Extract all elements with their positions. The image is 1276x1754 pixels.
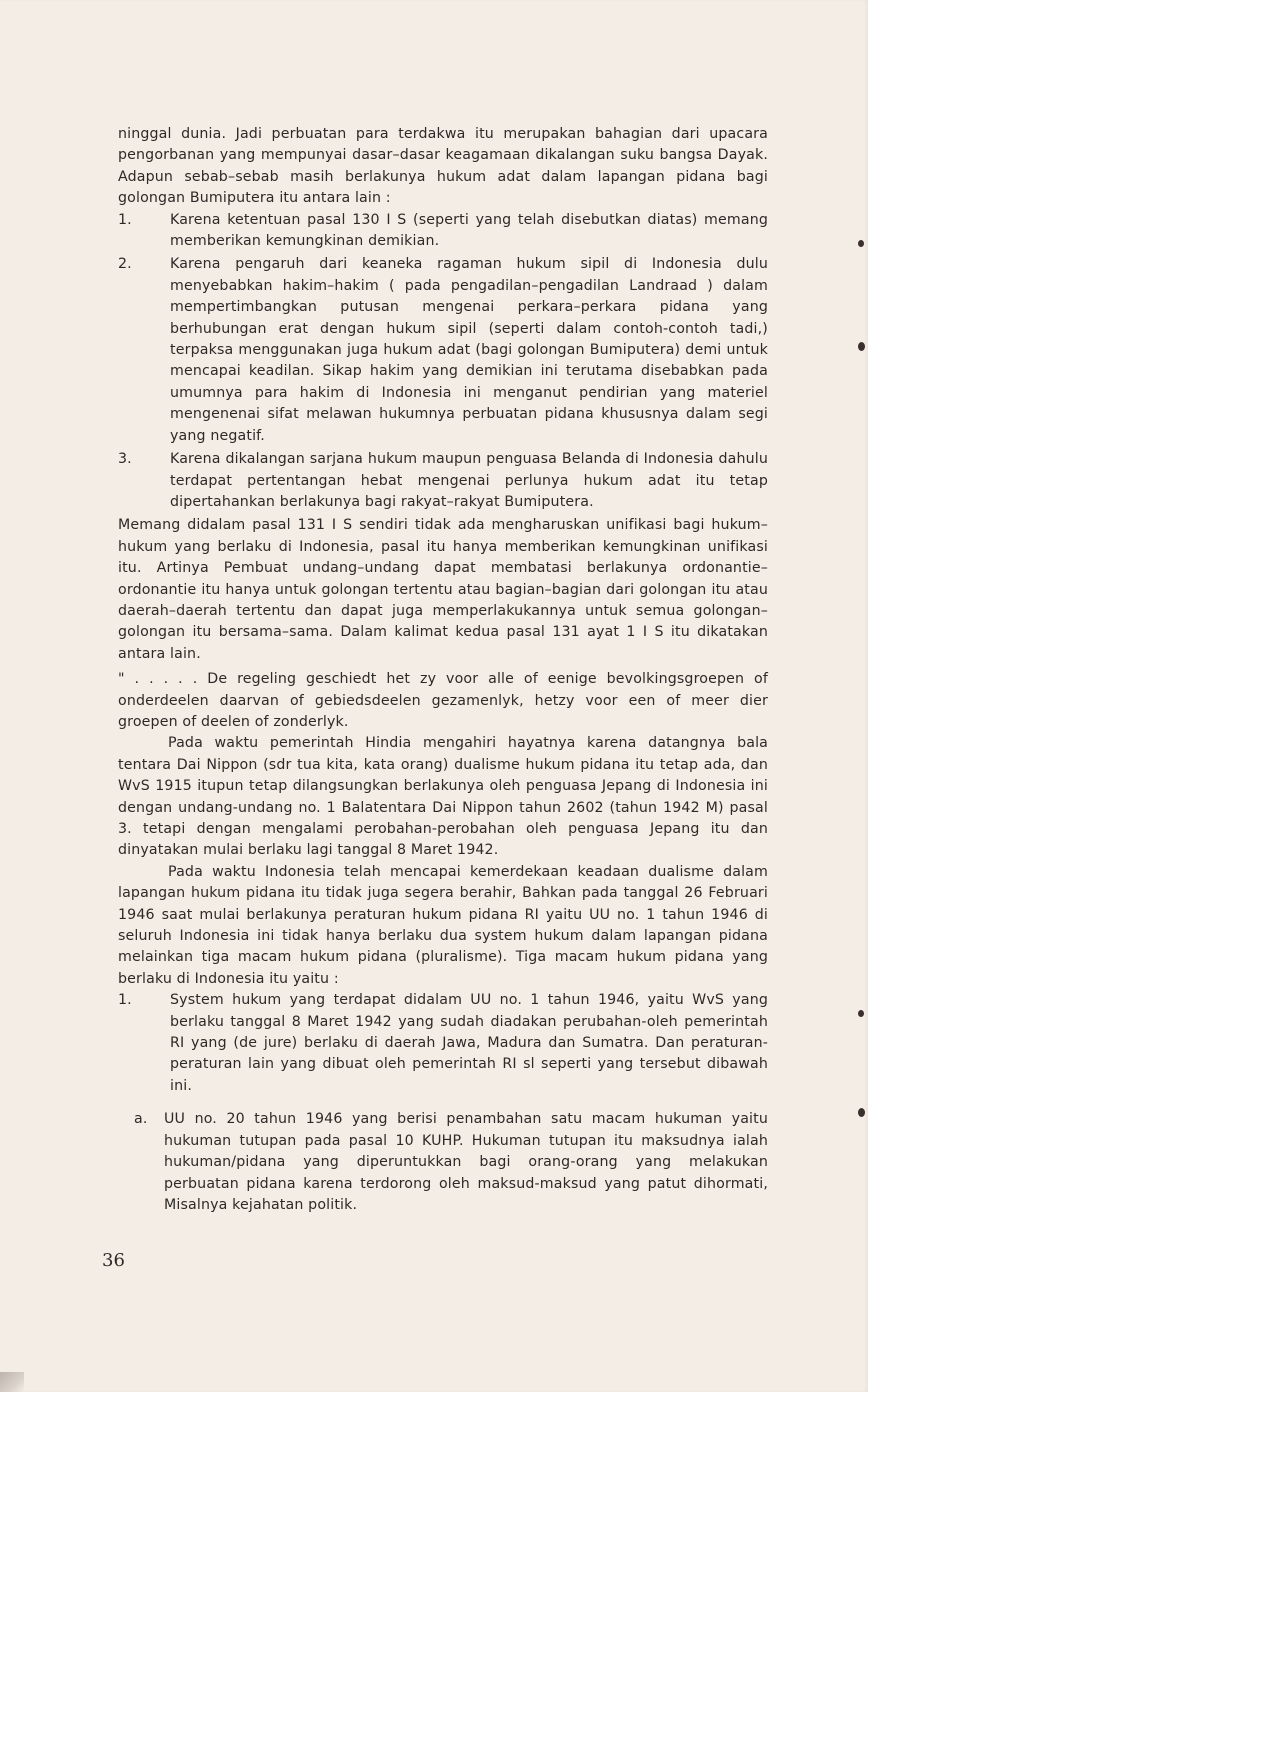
paragraph-pasal-131: Memang didalam pasal 131 I S sendiri tidak ada mengharuskan unifikasi bagi hukum–hukum yang berlaku di Indonesia, pasal itu hanya memberikan kemungkinan unifikasi itu. Artinya Pembuat undang–undang dapat membatasi berlakunya ordonantie–ordonantie itu hanya untuk golongan tertentu atau bagian–bagian dari golongan itu atau daerah–daerah tertentu dan dapat juga memperlakukannya untuk semua golongan–golongan itu bersama–sama. Dalam kalimat kedua pasal 131 ayat 1 I S itu dikatakan antara lain. (118, 517, 768, 662)
binding-hole-mark (858, 1108, 865, 1117)
list-text: Karena pengaruh dari keaneka ragaman hukum sipil di Indonesia dulu menyebabkan hakim–hakim ( pada pengadilan–pengadilan Landraad ) dalam mempertimbangkan putusan mengenai perkara–perkara pidana yang berhubungan erat dengan hukum sipil (seperti dalam contoh-contoh tadi,) terpaksa menggunakan juga hukum adat (bagi golongan Bumiputera) demi untuk mencapai keadilan. Sikap hakim yang demikian ini terutama disebabkan pada umumnya para hakim di Indonesia ini menganut pendirian yang materiel mengenenai sifat melawan hukumnya perbuatan pidana khususnya dalam segi yang negatif. (170, 256, 768, 444)
list-item (118, 210, 768, 253)
page-number: 36 (102, 1250, 125, 1271)
list-number: 2. (118, 256, 132, 273)
list-text: System hukum yang terdapat didalam UU no. 1 tahun 1946, yaitu WvS yang berlaku tanggal 8 Maret 1942 yang sudah diadakan perubahan-oleh pemerintah RI yang (de jure) berlaku di daerah Jawa, Madura dan Sumatra. Dan peraturan-peraturan lain yang dibuat oleh pemerintah RI sl seperti yang tersebut dibawah ini. (170, 992, 768, 1094)
list-number: 3. (118, 451, 132, 468)
binding-hole-mark (858, 240, 864, 247)
list-item (118, 449, 768, 513)
page-corner-shadow (0, 1372, 24, 1392)
sub-list-text: UU no. 20 tahun 1946 yang berisi penambahan satu macam hukuman yaitu hukuman tutupan pada pasal 10 KUHP. Hukuman tutupan itu maksudnya ialah hukuman/pidana yang diperuntukkan bagi orang-orang yang melakukan perbuatan pidana karena terdorong oleh maksud-maksud yang patut dihormati, Misalnya kejahatan politik. (164, 1111, 768, 1213)
intro-paragraph: ninggal dunia. Jadi perbuatan para terdakwa itu merupakan bahagian dari upacara pengorbanan yang mempunyai dasar–dasar keagamaan dikalangan suku bangsa Dayak. Adapun sebab–sebab masih berlakunya hukum adat dalam lapangan pidana bagi golongan Bumiputera itu antara lain : (118, 126, 768, 207)
list-number: 1. (118, 992, 132, 1009)
list-text: Karena ketentuan pasal 130 I S (seperti yang telah disebutkan diatas) memang memberikan kemungkinan demikian. (170, 211, 768, 250)
paragraph-hindia: Pada waktu pemerintah Hindia mengahiri hayatnya karena datangnya bala tentara Dai Nippon (sdr tua kita, kata orang) dualisme hukum pidana itu tetap ada, dan WvS 1915 itupun tetap dilangsungkan berlakunya oleh penguasa Jepang di Indonesia ini dengan undang-undang no. 1 Balatentara Dai Nippon tahun 2602 (tahun 1942 M) pasal 3. tetapi dengan mengalami perobahan-perobahan oleh penguasa Jepang itu dan dinyatakan mulai berlaku lagi tanggal 8 Maret 1942. (118, 735, 768, 859)
binding-hole-mark (858, 1010, 864, 1017)
list-item (118, 990, 768, 1097)
list-item (118, 254, 768, 447)
paragraph-kemerdekaan: Pada waktu Indonesia telah mencapai kemerdekaan keadaan dualisme dalam lapangan hukum pidana itu tidak juga segera berahir, Bahkan pada tanggal 26 Februari 1946 saat mulai berlakunya peraturan hukum pidana RI yaitu UU no. 1 tahun 1946 di seluruh Indonesia ini tidak hanya berlaku dua system hukum dalam lapangan pidana melainkan tiga macam hukum pidana (pluralisme). Tiga macam hukum pidana yang berlaku di Indonesia itu yaitu : (118, 863, 768, 987)
list-text: Karena dikalangan sarjana hukum maupun penguasa Belanda di Indonesia dahulu terdapat pertentangan hebat mengenai perlunya hukum adat itu tetap dipertahankan berlakunya bagi rakyat–rakyat Bumiputera. (170, 451, 768, 510)
sub-list-letter: a. (134, 1111, 148, 1128)
binding-hole-mark (858, 342, 865, 351)
sub-list-item (118, 1109, 768, 1216)
dutch-quote: " . . . . . De regeling geschiedt het zy voor alle of eenige bevolkingsgroepen of onderdeelen daarvan of gebiedsdeelen gezamenlyk, hetzy voor een of meer dier groepen of deelen of zonderlyk. (118, 671, 768, 730)
list-number: 1. (118, 211, 132, 228)
page-body (118, 124, 768, 1216)
